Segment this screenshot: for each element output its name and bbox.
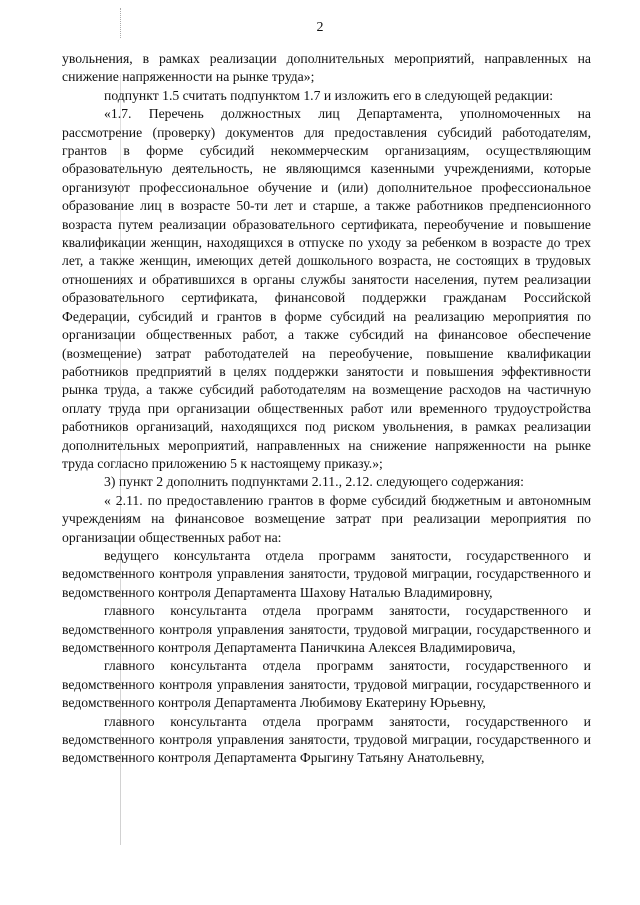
paragraph: главного консультанта отдела программ занятости, государственного и ведомственного контроля управления занятости, трудовой миграции, государственного и ведомственного контроля Департамента Фрыгину Татьяну Анатольевну,	[62, 713, 591, 766]
paragraph: подпункт 1.5 считать подпунктом 1.7 и изложить его в следующей редакции:	[104, 87, 553, 103]
document-body	[62, 50, 591, 768]
paragraph: главного консультанта отдела программ занятости, государственного и ведомственного контроля управления занятости, трудовой миграции, государственного и ведомственного контроля Департамента Любимову Екатерину Юрьевну,	[62, 658, 591, 711]
page-number: 2	[316, 20, 324, 35]
paragraph: «1.7. Перечень должностных лиц Департамента, уполномоченных на рассмотрение (проверку) документов для предоставления субсидий работодателям, грантов в форме субсидий некоммерческим организациям, осуществляющим образовательную деятельность, не являющимся казенными учреждениями, которые организуют профессиональное обучение и (или) дополнительное профессиональное образование лиц в возрасте 50-ти лет и старше, а также работников предпенсионного возраста путем реализации образовательного сертификата, переобучение и повышение квалификации женщин, находящихся в отпуске по уходу за ребенком в возрасте до трех лет, а также женщин, имеющих детей дошкольного возраста, не состоящих в трудовых отношениях и обратившихся в органы службы занятости населения, путем реализации образовательного сертификата, финансовой поддержки гражданам Российской Федерации, субсидий и грантов в форме субсидий на реализацию мероприятия по организации общественных работ, а также субсидий на финансовое обеспечение (возмещение) затрат работодателей на переобучение, повышение квалификации работников предприятий в целях поддержки занятости и повышения эффективности рынка труда, а также субсидий работодателям на возмещение расходов на частичную оплату труда при организации общественных работ или временного трудоустройства работников организаций, находящихся под риском увольнения, в рамках реализации дополнительных мероприятий, направленных на снижение напряженности на рынке труда согласно приложению 5 к настоящему приказу.»;	[62, 106, 591, 471]
paragraph: 3) пункт 2 дополнить подпунктами 2.11., 2.12. следующего содержания:	[104, 474, 524, 490]
paragraph: « 2.11. по предоставлению грантов в форме субсидий бюджетным и автономным учреждениям на финансовое возмещение затрат при реализации мероприятия по организации общественных работ на:	[62, 492, 591, 545]
paragraph: ведущего консультанта отдела программ занятости, государственного и ведомственного контроля управления занятости, трудовой миграции, государственного и ведомственного контроля Департамента Шахову Наталью Владимировну,	[62, 547, 591, 600]
paragraph: главного консультанта отдела программ занятости, государственного и ведомственного контроля управления занятости, трудовой миграции, государственного и ведомственного контроля Департамента Паничкина Алексея Владимировича,	[62, 603, 591, 655]
paragraph: увольнения, в рамках реализации дополнительных мероприятий, направленных на снижение напряженности на рынке труда»;	[62, 51, 591, 85]
